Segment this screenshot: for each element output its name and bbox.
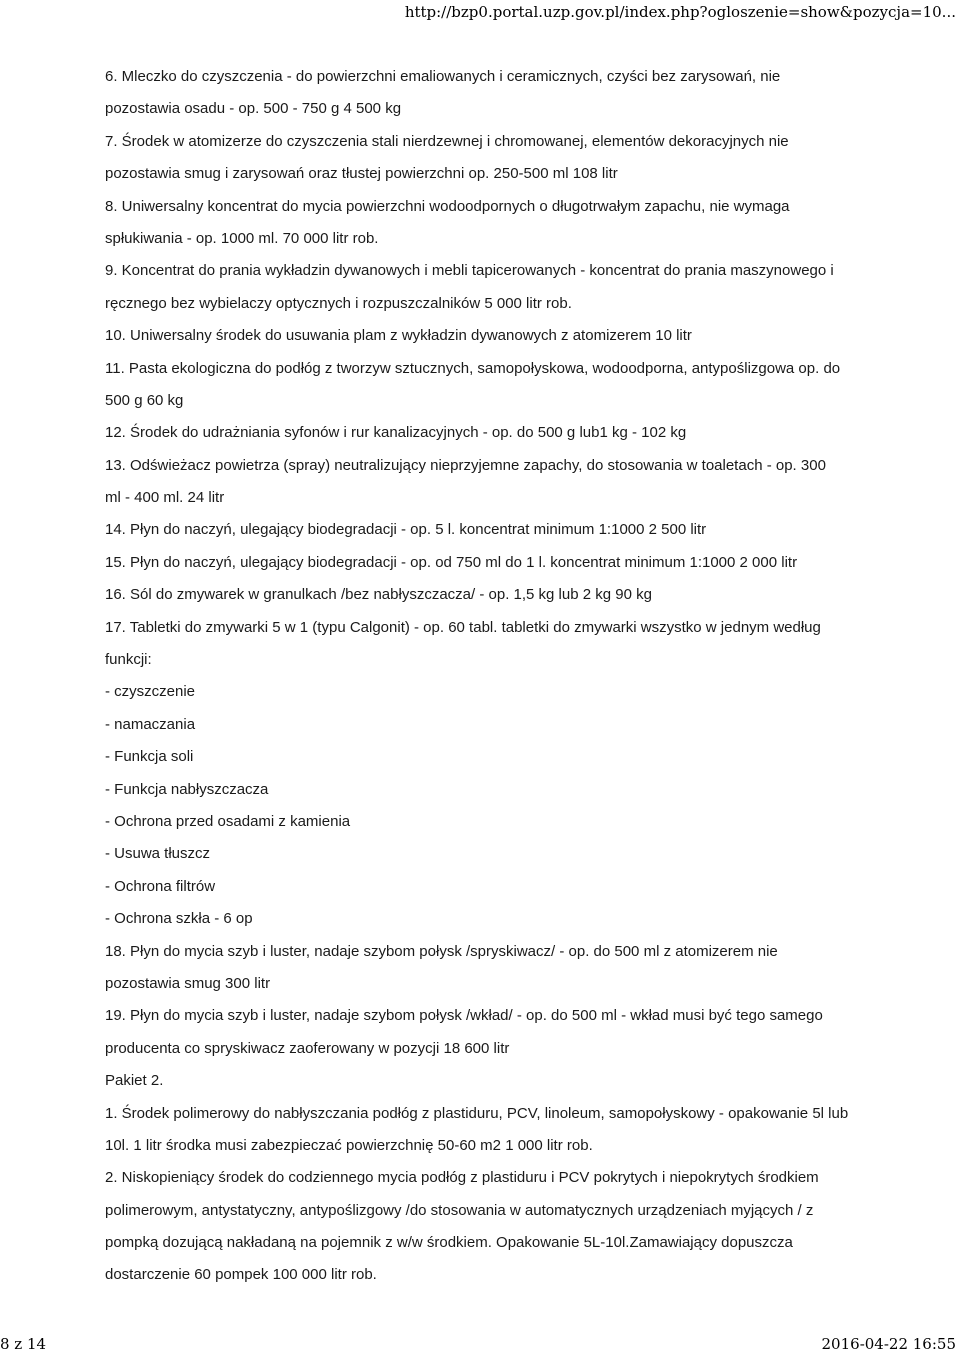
document-line: 17. Tabletki do zmywarki 5 w 1 (typu Calgonit) - op. 60 tabl. tabletki do zmywarki wszystko w jednym według (105, 618, 821, 636)
page-counter: 8 z 14 (0, 1335, 47, 1353)
document-line: - Funkcja nabłyszczacza (105, 780, 269, 798)
document-line: producenta co spryskiwacz zaoferowany w pozycji 18 600 litr (105, 1039, 510, 1057)
document-line: dostarczenie 60 pompek 100 000 litr rob. (105, 1266, 377, 1284)
document-line: - namaczania (105, 715, 196, 733)
document-line: Pakiet 2. (105, 1072, 164, 1090)
document-line: 500 g 60 kg (105, 391, 184, 409)
document-line: 18. Płyn do mycia szyb i luster, nadaje szybom połysk /spryskiwacz/ - op. do 500 ml z atomizerem nie (105, 942, 778, 960)
document-line: - Ochrona przed osadami z kamienia (105, 812, 351, 830)
document-line: 16. Sól do zmywarek w granulkach /bez nabłyszczacza/ - op. 1,5 kg lub 2 kg 90 kg (105, 586, 652, 604)
document-line: - czyszczenie (105, 683, 196, 701)
document-line: pozostawia smug i zarysowań oraz tłustej powierzchni op. 250-500 ml 108 litr (105, 165, 618, 183)
print-timestamp: 2016-04-22 16:55 (821, 1335, 956, 1353)
document-line: pompką dozującą nakładaną na pojemnik z w/w środkiem. Opakowanie 5L-10l.Zamawiający dopuszcza (105, 1234, 793, 1252)
document-line: ręcznego bez wybielaczy optycznych i rozpuszczalników 5 000 litr rob. (105, 294, 572, 312)
document-line: - Funkcja soli (105, 748, 194, 766)
document-line: 14. Płyn do naczyń, ulegający biodegradacji - op. 5 l. koncentrat minimum 1:1000 2 500 litr (105, 521, 707, 539)
document-line: spłukiwania - op. 1000 ml. 70 000 litr rob. (105, 229, 379, 247)
document-line: polimerowym, antystatyczny, antypoślizgowy /do stosowania w automatycznych urządzeniach myjących / z (105, 1201, 814, 1219)
document-line: pozostawia osadu - op. 500 - 750 g 4 500 kg (105, 100, 402, 118)
document-line: 11. Pasta ekologiczna do podłóg z tworzyw sztucznych, samopołyskowa, wodoodporna, antypoślizgowa op. do (105, 359, 841, 377)
document-line: 7. Środek w atomizerze do czyszczenia stali nierdzewnej i chromowanej, elementów dekoracyjnych nie (105, 132, 789, 150)
document-line: ml - 400 ml. 24 litr (105, 489, 225, 507)
document-line: 12. Środek do udrażniania syfonów i rur kanalizacyjnych - op. do 500 g lub1 kg - 102 kg (105, 424, 687, 442)
page-url-header: http://bzp0.portal.uzp.gov.pl/index.php?ogloszenie=show&pozycja=10... (404, 3, 956, 21)
document-line: 8. Uniwersalny koncentrat do mycia powierzchni wodoodpornych o długotrwałym zapachu, nie wymaga (105, 197, 790, 215)
document-line: 1. Środek polimerowy do nabłyszczania podłóg z plastiduru, PCV, linoleum, samopołyskowy - opakowanie 5l lub (105, 1104, 849, 1122)
document-line: 13. Odświeżacz powietrza (spray) neutralizujący nieprzyjemne zapachy, do stosowania w toaletach - op. 300 (105, 456, 826, 474)
document-line: 15. Płyn do naczyń, ulegający biodegradacji - op. od 750 ml do 1 l. koncentrat minimum 1:1000 2 000 litr (105, 553, 798, 571)
document-line: - Ochrona filtrów (105, 877, 216, 895)
document-line: - Ochrona szkła - 6 op (105, 910, 253, 928)
document-line: 10l. 1 litr środka musi zabezpieczać powierzchnię 50-60 m2 1 000 litr rob. (105, 1136, 593, 1154)
document-line: 2. Niskopieniący środek do codziennego mycia podłóg z plastiduru i PCV pokrytych i niepokrytych środkiem (105, 1169, 819, 1187)
document-line: 9. Koncentrat do prania wykładzin dywanowych i mebli tapicerowanych - koncentrat do prania maszynowego i (105, 262, 834, 280)
document-line: 10. Uniwersalny środek do usuwania plam z wykładzin dywanowych z atomizerem 10 litr (105, 327, 692, 345)
document-line: - Usuwa tłuszcz (105, 845, 211, 863)
document-line: 19. Płyn do mycia szyb i luster, nadaje szybom połysk /wkład/ - op. do 500 ml - wkład musi być tego samego (105, 1007, 823, 1025)
document-line: pozostawia smug 300 litr (105, 974, 271, 992)
document-body (105, 61, 905, 1292)
document-line: funkcji: (105, 651, 152, 669)
document-line: 6. Mleczko do czyszczenia - do powierzchni emaliowanych i ceramicznych, czyści bez zarysowań, nie (105, 68, 781, 85)
